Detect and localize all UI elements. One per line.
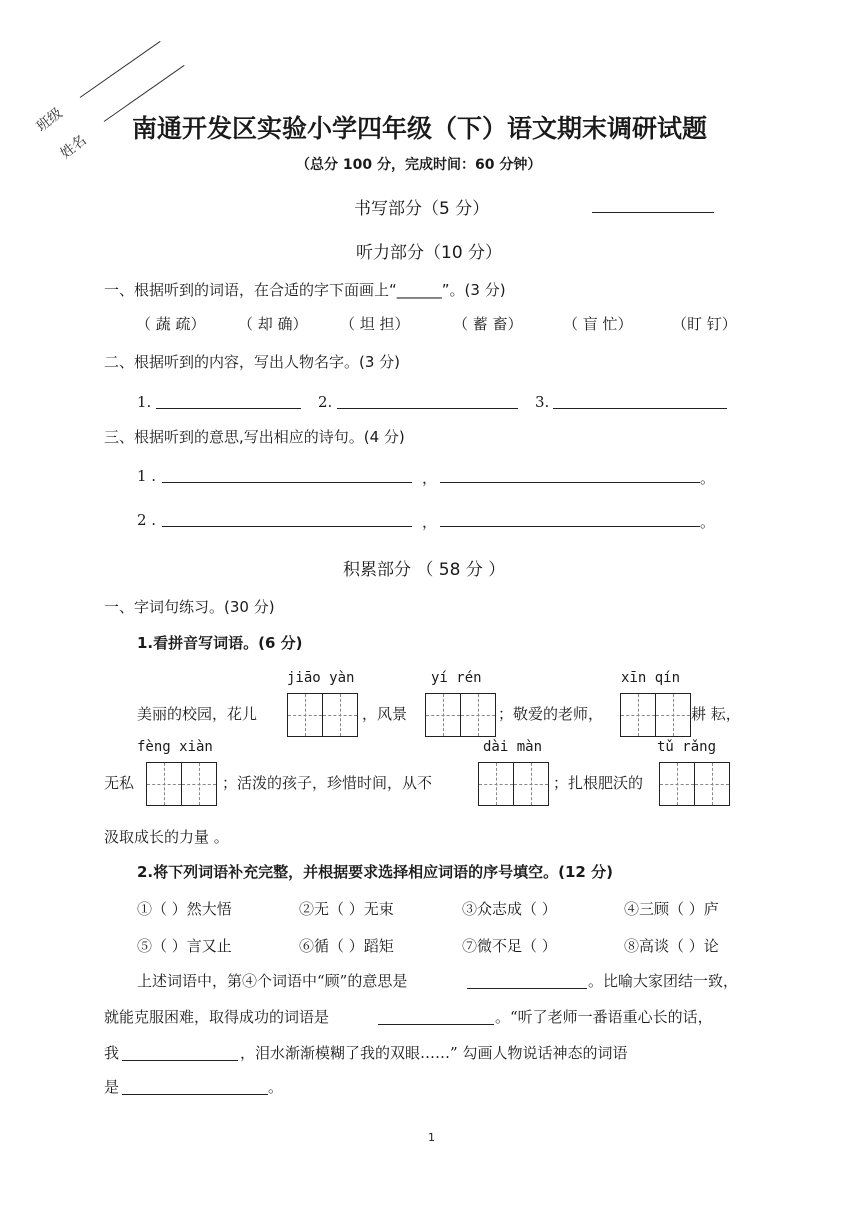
listening-q2-prompt: 二、根据听到的内容，写出人物名字。(3 分) <box>104 353 401 371</box>
idiom-item[interactable]: ②无（ ）无束 <box>299 900 394 918</box>
paragraph-text: 是 <box>104 1078 120 1096</box>
sentence-text: ；扎根肥沃的 <box>553 774 644 792</box>
sentence-text: 汲取成长的力量 。 <box>104 828 229 846</box>
answer-number: 1 . <box>137 467 157 485</box>
listening-q3-prompt: 三、根据听到的意思,写出相应的诗句。(4 分) <box>104 428 405 446</box>
period: 。 <box>700 469 716 487</box>
sub2-heading: 2.将下列词语补充完整，并根据要求选择相应词语的序号填空。(12 分) <box>137 863 613 881</box>
poem-line[interactable] <box>440 526 700 527</box>
name-label: 姓名 <box>57 132 90 163</box>
listening-heading: 听力部分（10 分） <box>356 243 503 263</box>
idiom-item[interactable]: ③众志成（ ） <box>462 900 557 918</box>
page-subtitle: （总分 100 分，完成时间：60 分钟） <box>296 157 542 173</box>
idiom-item[interactable]: ⑦微不足（ ） <box>462 937 557 955</box>
sentence-text: 耕 耘， <box>691 705 741 723</box>
fill-line[interactable] <box>122 1060 238 1061</box>
sentence-text: ；活泼的孩子，珍惜时间，从不 <box>222 774 433 792</box>
fill-line[interactable] <box>467 988 587 989</box>
sentence-text: 美丽的校园，花儿 <box>137 705 258 723</box>
comma: ， <box>422 469 438 487</box>
sentence-text: ，风景 <box>362 705 408 723</box>
char-pair[interactable]: （ 坦 担） <box>340 315 410 333</box>
part1-heading: 一、字词句练习。(30 分) <box>104 598 275 616</box>
idiom-item[interactable]: ⑧高谈（ ）论 <box>624 937 719 955</box>
paragraph-text: 。“听了老师一番语重心长的话， <box>495 1008 713 1026</box>
writing-box[interactable] <box>146 762 217 806</box>
answer-number: 3. <box>535 393 550 411</box>
char-pair[interactable]: （ 蔬 疏） <box>136 315 206 333</box>
answer-number: 1. <box>137 393 152 411</box>
paragraph-text: ，泪水渐渐模糊了我的双眼……” 勾画人物说话神态的词语 <box>240 1044 628 1062</box>
writing-score-line[interactable] <box>592 212 714 213</box>
paragraph-text: 。 <box>268 1078 284 1096</box>
pinyin: dài màn <box>483 739 543 755</box>
page-title: 南通开发区实验小学四年级（下）语文期末调研试题 <box>132 114 708 143</box>
answer-number: 2 . <box>137 511 157 529</box>
idiom-item[interactable]: ④三顾（ ）庐 <box>624 900 719 918</box>
answer-line[interactable] <box>337 408 518 409</box>
paragraph-text: 就能克服困难，取得成功的词语是 <box>104 1008 330 1026</box>
sentence-text: ；敬爱的老师， <box>498 705 604 723</box>
writing-box[interactable] <box>659 762 730 806</box>
fill-line[interactable] <box>122 1094 268 1095</box>
accumulation-heading: 积累部分 （ 58 分 ） <box>343 560 506 580</box>
writing-box[interactable] <box>478 762 549 806</box>
pinyin: xīn qín <box>621 670 681 686</box>
period: 。 <box>700 513 716 531</box>
paragraph-text: 上述词语中，第④个词语中“顾”的意思是 <box>137 972 408 990</box>
listening-q1-prompt: 一、根据听到的词语，在合适的字下面画上“______”。(3 分) <box>104 281 506 299</box>
pinyin: tǔ rǎng <box>657 739 717 755</box>
char-pair[interactable]: （ 蓄 畜） <box>453 315 523 333</box>
comma: ， <box>422 513 438 531</box>
sub1-heading: 1.看拼音写词语。(6 分) <box>137 634 303 652</box>
paragraph-text: 我 <box>104 1044 120 1062</box>
char-pair[interactable]: （盯 钉） <box>672 315 737 333</box>
answer-number: 2. <box>318 393 333 411</box>
answer-line[interactable] <box>156 408 301 409</box>
paragraph-text: 。比喻大家团结一致， <box>588 972 739 990</box>
idiom-item[interactable]: ⑥循（ ）蹈矩 <box>299 937 394 955</box>
writing-heading: 书写部分（5 分） <box>354 199 490 219</box>
writing-box[interactable] <box>620 693 691 737</box>
idiom-item[interactable]: ①（ ）然大悟 <box>137 900 232 918</box>
poem-line[interactable] <box>162 526 412 527</box>
sentence-text: 无私 <box>104 774 135 792</box>
class-label: 班级 <box>33 105 66 136</box>
writing-box[interactable] <box>287 693 358 737</box>
char-pair[interactable]: （ 盲 忙） <box>563 315 633 333</box>
pinyin: fèng xiàn <box>137 739 213 755</box>
pinyin: jiāo yàn <box>287 670 355 686</box>
writing-box[interactable] <box>425 693 496 737</box>
poem-line[interactable] <box>440 482 700 483</box>
page-number: 1 <box>428 1131 435 1144</box>
idiom-item[interactable]: ⑤（ ）言又止 <box>137 937 232 955</box>
poem-line[interactable] <box>162 482 412 483</box>
pinyin: yí rén <box>431 670 482 686</box>
answer-line[interactable] <box>553 408 727 409</box>
char-pair[interactable]: （ 却 确） <box>238 315 308 333</box>
fill-line[interactable] <box>378 1024 494 1025</box>
